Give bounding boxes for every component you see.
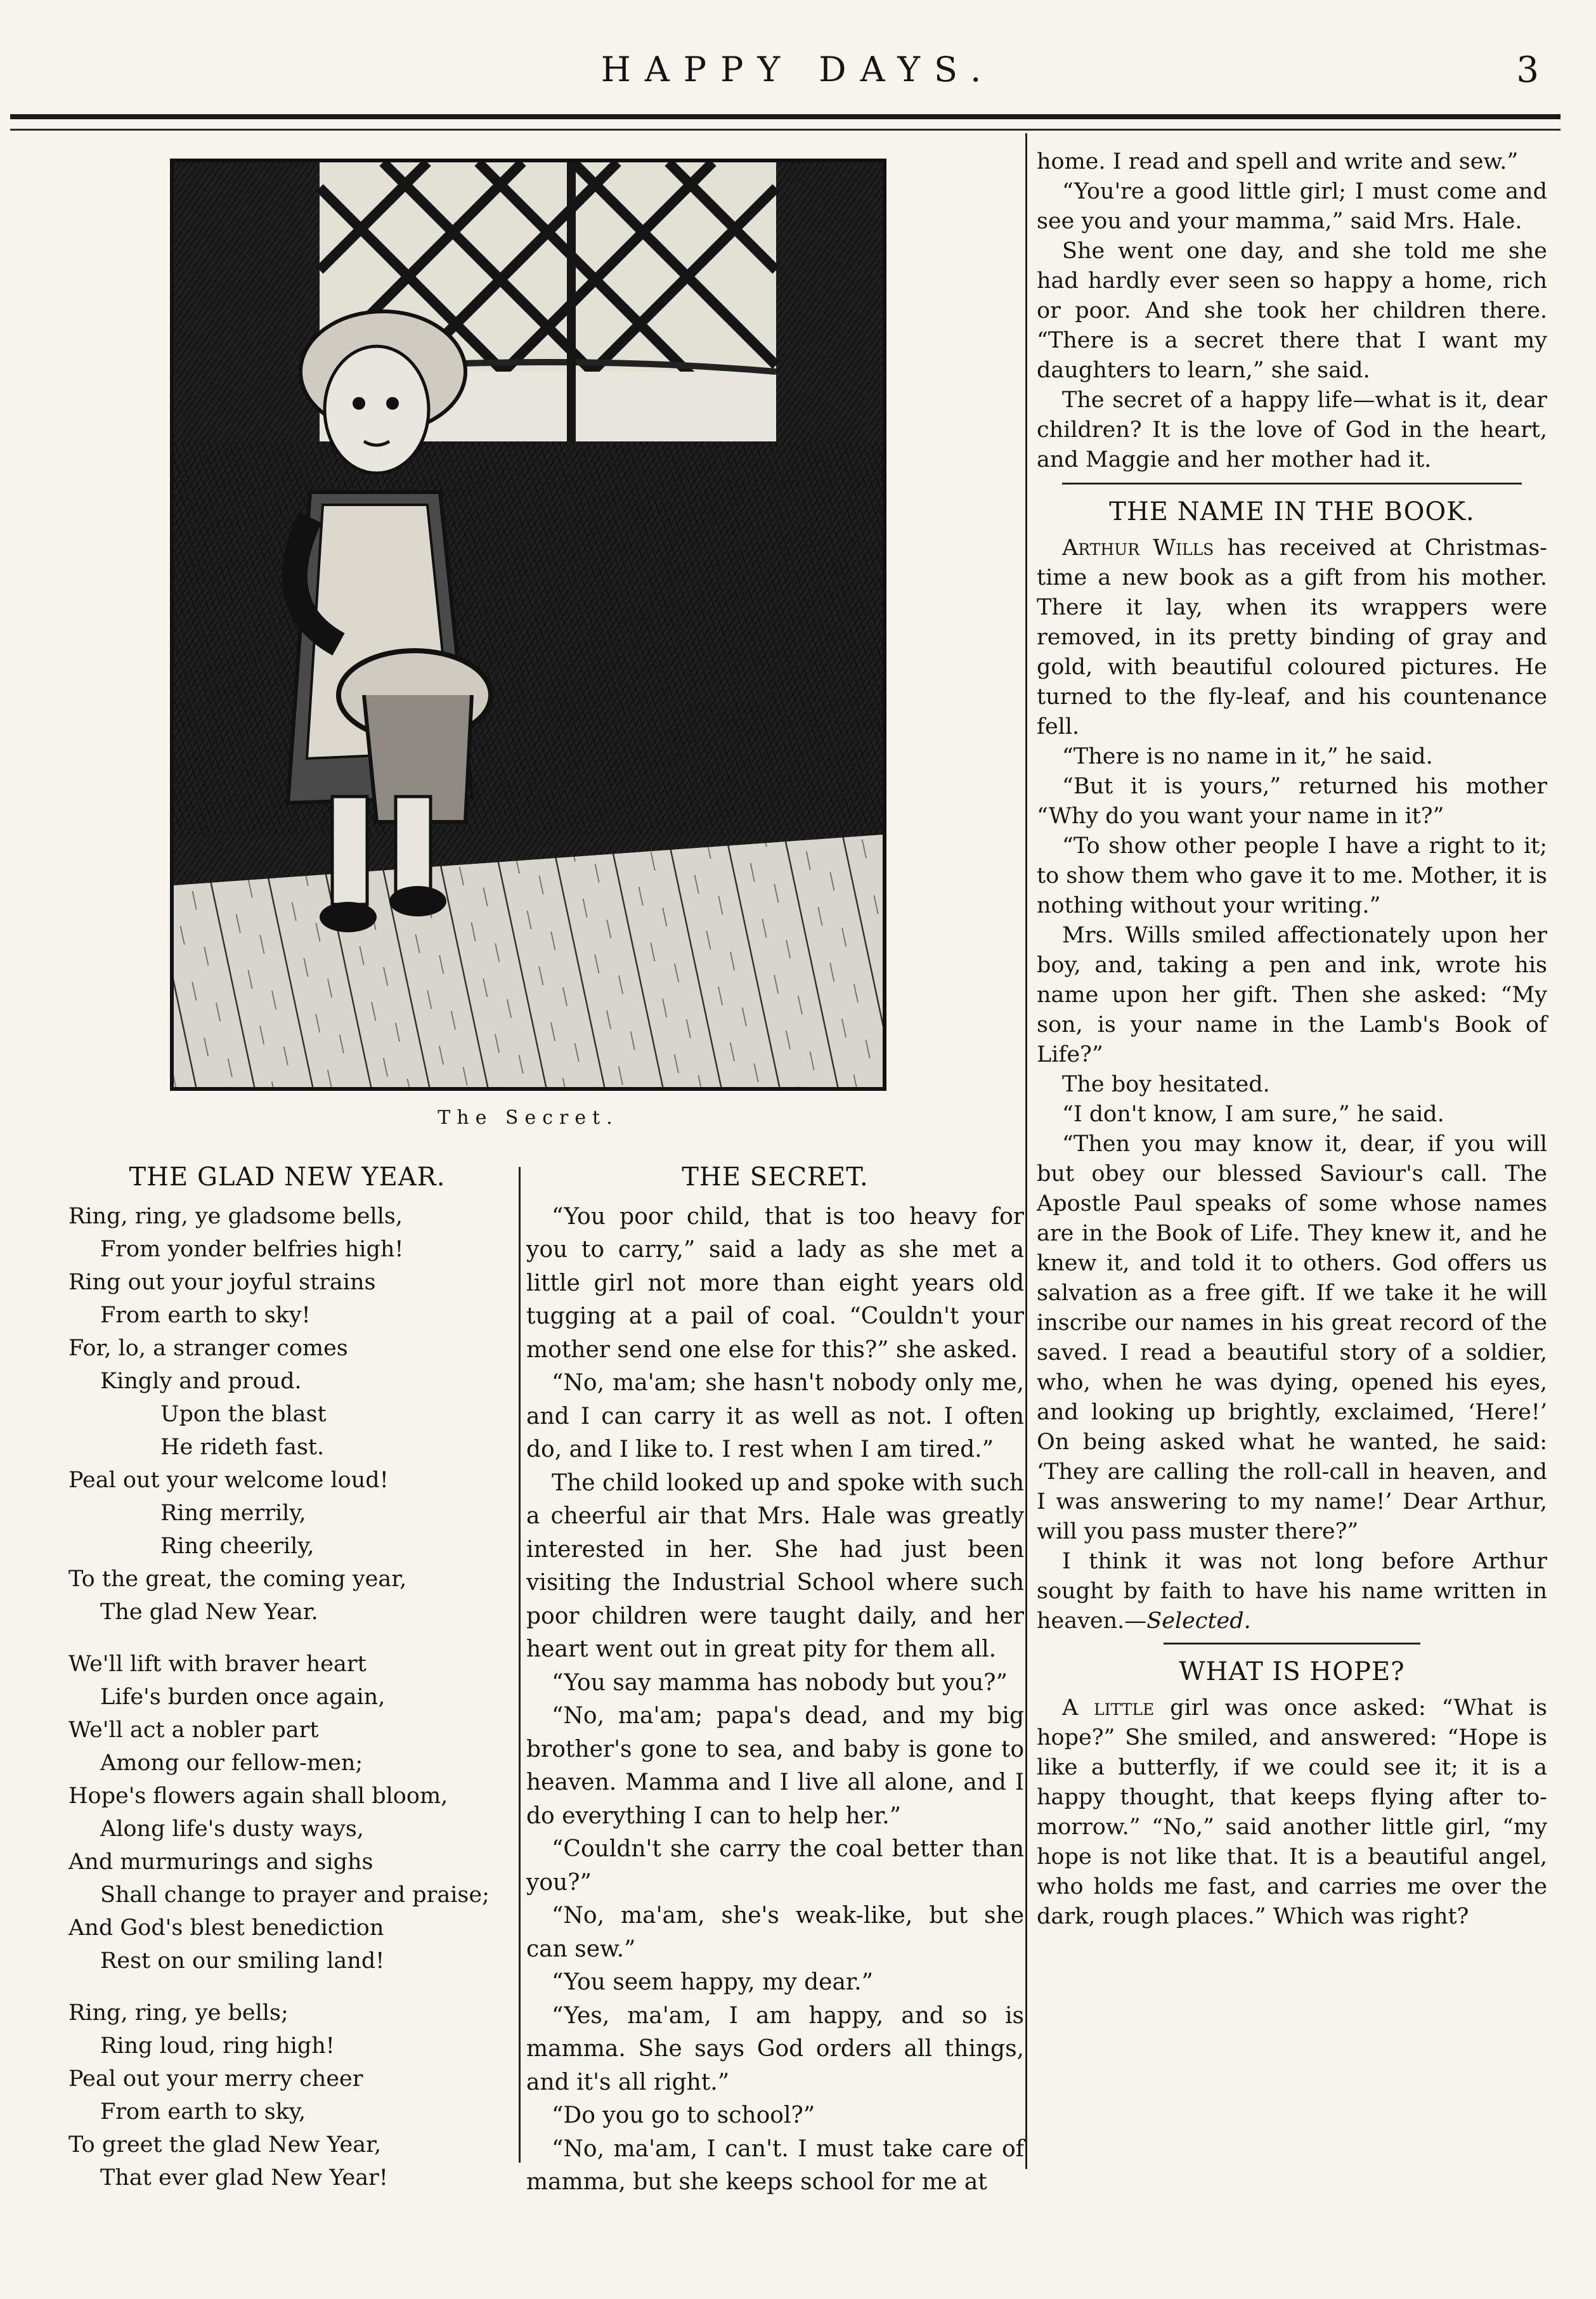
paragraph-text: I think it was not long before Arthur sought by faith to have his name written in heaven. (1037, 1549, 1547, 1634)
poem-line: Peal out your welcome loud! (68, 1468, 389, 1493)
right-column (1037, 147, 1547, 1932)
paragraph: The child looked up and spoke with such a cheerful air that Mrs. Hale was greatly interested in her. She had just been visiting the Industrial School where such poor children were taught daily, and her heart went out in great pity for them all. (526, 1469, 1024, 1662)
poem-line: Among our fellow-men; (100, 1750, 363, 1776)
secret-column (526, 1161, 1024, 2199)
poem-line: Ring merrily, (160, 1501, 306, 1526)
header-rule-thin (10, 129, 1560, 131)
paragraph: “No, ma'am; she hasn't nobody only me, and I can carry it as well as not. I often do, and I like to. I rest when I am tired.” (526, 1370, 1024, 1462)
poem-line: That ever glad New Year! (100, 2165, 388, 2191)
paragraph-text: has received at Christmas-time a new book as a gift from his mother. There it lay, when its wrappers were removed, in its pretty binding of gray and gold, with beautiful coloured pictures. He turned to the fly-leaf, and his countenance fell. (1037, 535, 1547, 739)
what-is-hope-title: WHAT IS HOPE? (1179, 1657, 1405, 1686)
paragraph (1037, 831, 1547, 921)
paragraph: “You poor child, that is too heavy for you to carry,” said a lady as she met a little girl not more than eight years old tugging at a pail of coal. “Couldn't your mother send one else for this?” she asked. (526, 1203, 1024, 1363)
poem-line: For, lo, a stranger comes (68, 1336, 348, 1361)
paragraph (1037, 1547, 1547, 1636)
lead-words: A little (1062, 1695, 1155, 1721)
paragraph: “You seem happy, my dear.” (552, 1969, 874, 1995)
paragraph-text: “I don't know, I am sure,” he said. (1062, 1102, 1444, 1127)
poem-line: Hope's flowers again shall bloom, (68, 1783, 448, 1809)
girl-with-coal-pail-image (174, 162, 883, 1087)
poem-line: Ring cheerily, (160, 1534, 315, 1559)
signoff: —Selected. (1124, 1608, 1251, 1634)
secret-body (526, 1201, 1024, 2199)
poem-line: Shall change to prayer and praise; (100, 1882, 490, 1908)
poem-line: And God's blest benediction (68, 1915, 384, 1941)
paragraph-text: “Then you may know it, dear, if you will but obey our blessed Saviour's call. The Apostle Paul speaks of some whose names are in the Book of Life. They knew it, and he knew it, and told it to others. God offers us salvation as a free gift. If we take it he will inscribe our names in his great record of the saved. I read a beautiful story of a soldier, who, when he was dying, opened his eyes, and looking up brightly, exclaimed, ‘Here!’ On being asked what he wanted, he said: ‘They are calling the roll-call in heaven, and I was answering to my name!’ Dear Arthur, will you pass muster there?” (1037, 1131, 1547, 1544)
secret-title: THE SECRET. (682, 1163, 869, 1192)
poem-line: To the great, the coming year, (68, 1566, 407, 1592)
column-divider-left (519, 1167, 521, 2163)
poem-line: From earth to sky, (100, 2099, 306, 2125)
paragraph-text: “But it is yours,” returned his mother “Why do you want your name in it?” (1037, 774, 1547, 829)
paragraph: home. I read and spell and write and sew.” (1037, 149, 1519, 174)
page-number: 3 (1516, 49, 1539, 91)
poem-line: Along life's dusty ways, (100, 1816, 364, 1842)
name-in-book-body (1037, 533, 1547, 1636)
poem-stanza (68, 1648, 506, 1977)
column-divider-right (1025, 133, 1027, 2169)
poem-body (68, 1200, 506, 2194)
masthead-title: HAPPY DAYS. (600, 49, 996, 89)
paragraph-text: The boy hesitated. (1062, 1072, 1270, 1097)
secret-continued (1037, 147, 1547, 475)
poem-stanza (68, 1996, 506, 2194)
paragraph (1037, 742, 1547, 772)
paragraph-text: “There is no name in it,” he said. (1062, 744, 1433, 769)
engraving-caption: The Secret. (438, 1107, 619, 1129)
name-in-book-title: THE NAME IN THE BOOK. (1109, 497, 1475, 526)
poem-line: We'll lift with braver heart (68, 1651, 367, 1677)
paragraph (1037, 1130, 1547, 1547)
poem-line: Ring loud, ring high! (100, 2033, 335, 2059)
poem-line: Rest on our smiling land! (100, 1948, 385, 1974)
poem-line: Life's burden once again, (100, 1684, 386, 1710)
poem-title: THE GLAD NEW YEAR. (129, 1163, 446, 1192)
paragraph: “You're a good little girl; I must come and see you and your mamma,” said Mrs. Hale. (1037, 179, 1547, 234)
paragraph: “No, ma'am, she's weak-like, but she can sew.” (526, 1903, 1024, 1962)
lead-words: Arthur Wills (1062, 535, 1214, 561)
section-rule (1062, 483, 1522, 485)
paragraph-text: girl was once asked: “What is hope?” She smiled, and answered: “Hope is like a butterfly, if we could see it; it is a happy thought, that keeps flying after to-morrow.” “No,” said another little girl, “my hope is not like that. It is a beautiful angel, who holds me fast, and carries me over the dark, rough places.” Which was right? (1037, 1695, 1547, 1929)
poem-line: We'll act a nobler part (68, 1717, 319, 1743)
paragraph (1037, 921, 1547, 1070)
poem-line: From earth to sky! (100, 1303, 311, 1328)
poem-line: Kingly and proud. (100, 1369, 302, 1394)
poem-line: Peal out your merry cheer (68, 2066, 363, 2092)
paragraph: “No, ma'am, I can't. I must take care of mamma, but she keeps school for me at (526, 2135, 1024, 2195)
paragraph-text: Mrs. Wills smiled affectionately upon her boy, and, taking a pen and ink, wrote his name upon her gift. Then she asked: “My son, is your name in the Lamb's Book of Life?” (1037, 923, 1547, 1067)
paragraph: “Do you go to school?” (552, 2102, 815, 2128)
masthead (0, 49, 1596, 107)
poem-line: Ring, ring, ye gladsome bells, (68, 1204, 403, 1229)
poem-line: Upon the blast (160, 1402, 327, 1427)
poem-stanza (68, 1200, 506, 1629)
poem-line: He rideth fast. (160, 1435, 325, 1460)
paragraph: She went one day, and she told me she had hardly ever seen so happy a home, rich or poor. And she took her children there. “There is a secret there that I want my daughters to learn,” she said. (1037, 238, 1547, 383)
paragraph: “Yes, ma'am, I am happy, and so is mamma. She says God orders all things, and it's all right.” (526, 2002, 1024, 2095)
paragraph: The secret of a happy life—what is it, dear children? It is the love of God in the heart, and Maggie and her mother had it. (1037, 388, 1547, 472)
paragraph (1037, 1070, 1547, 1100)
paragraph: “Couldn't she carry the coal better than you?” (526, 1836, 1024, 1896)
paragraph (1037, 772, 1547, 831)
paragraph: “You say mamma has nobody but you?” (552, 1669, 1008, 1696)
paragraph: “No, ma'am; papa's dead, and my big brother's gone to sea, and baby is gone to heaven. Mamma and I live all alone, and I do everything I can to help her.” (526, 1703, 1024, 1829)
paragraph (1037, 1100, 1547, 1130)
poem-line: Ring out your joyful strains (68, 1270, 376, 1295)
paragraph-text: “To show other people I have a right to it; to show them who gave it to me. Mother, it is nothing without your writing.” (1037, 833, 1547, 918)
section-rule (1164, 1643, 1420, 1644)
header-rule (10, 114, 1560, 119)
poem-line: Ring, ring, ye bells; (68, 2000, 289, 2026)
paragraph (1037, 533, 1547, 742)
poem-line: To greet the glad New Year, (68, 2132, 382, 2158)
poem-line: And murmurings and sighs (68, 1849, 373, 1875)
poem-column (68, 1161, 506, 2213)
poem-line: The glad New Year. (100, 1599, 318, 1625)
hope-paragraph (1037, 1693, 1547, 1932)
poem-line: From yonder belfries high! (100, 1237, 404, 1262)
engraving-illustration (170, 159, 886, 1091)
